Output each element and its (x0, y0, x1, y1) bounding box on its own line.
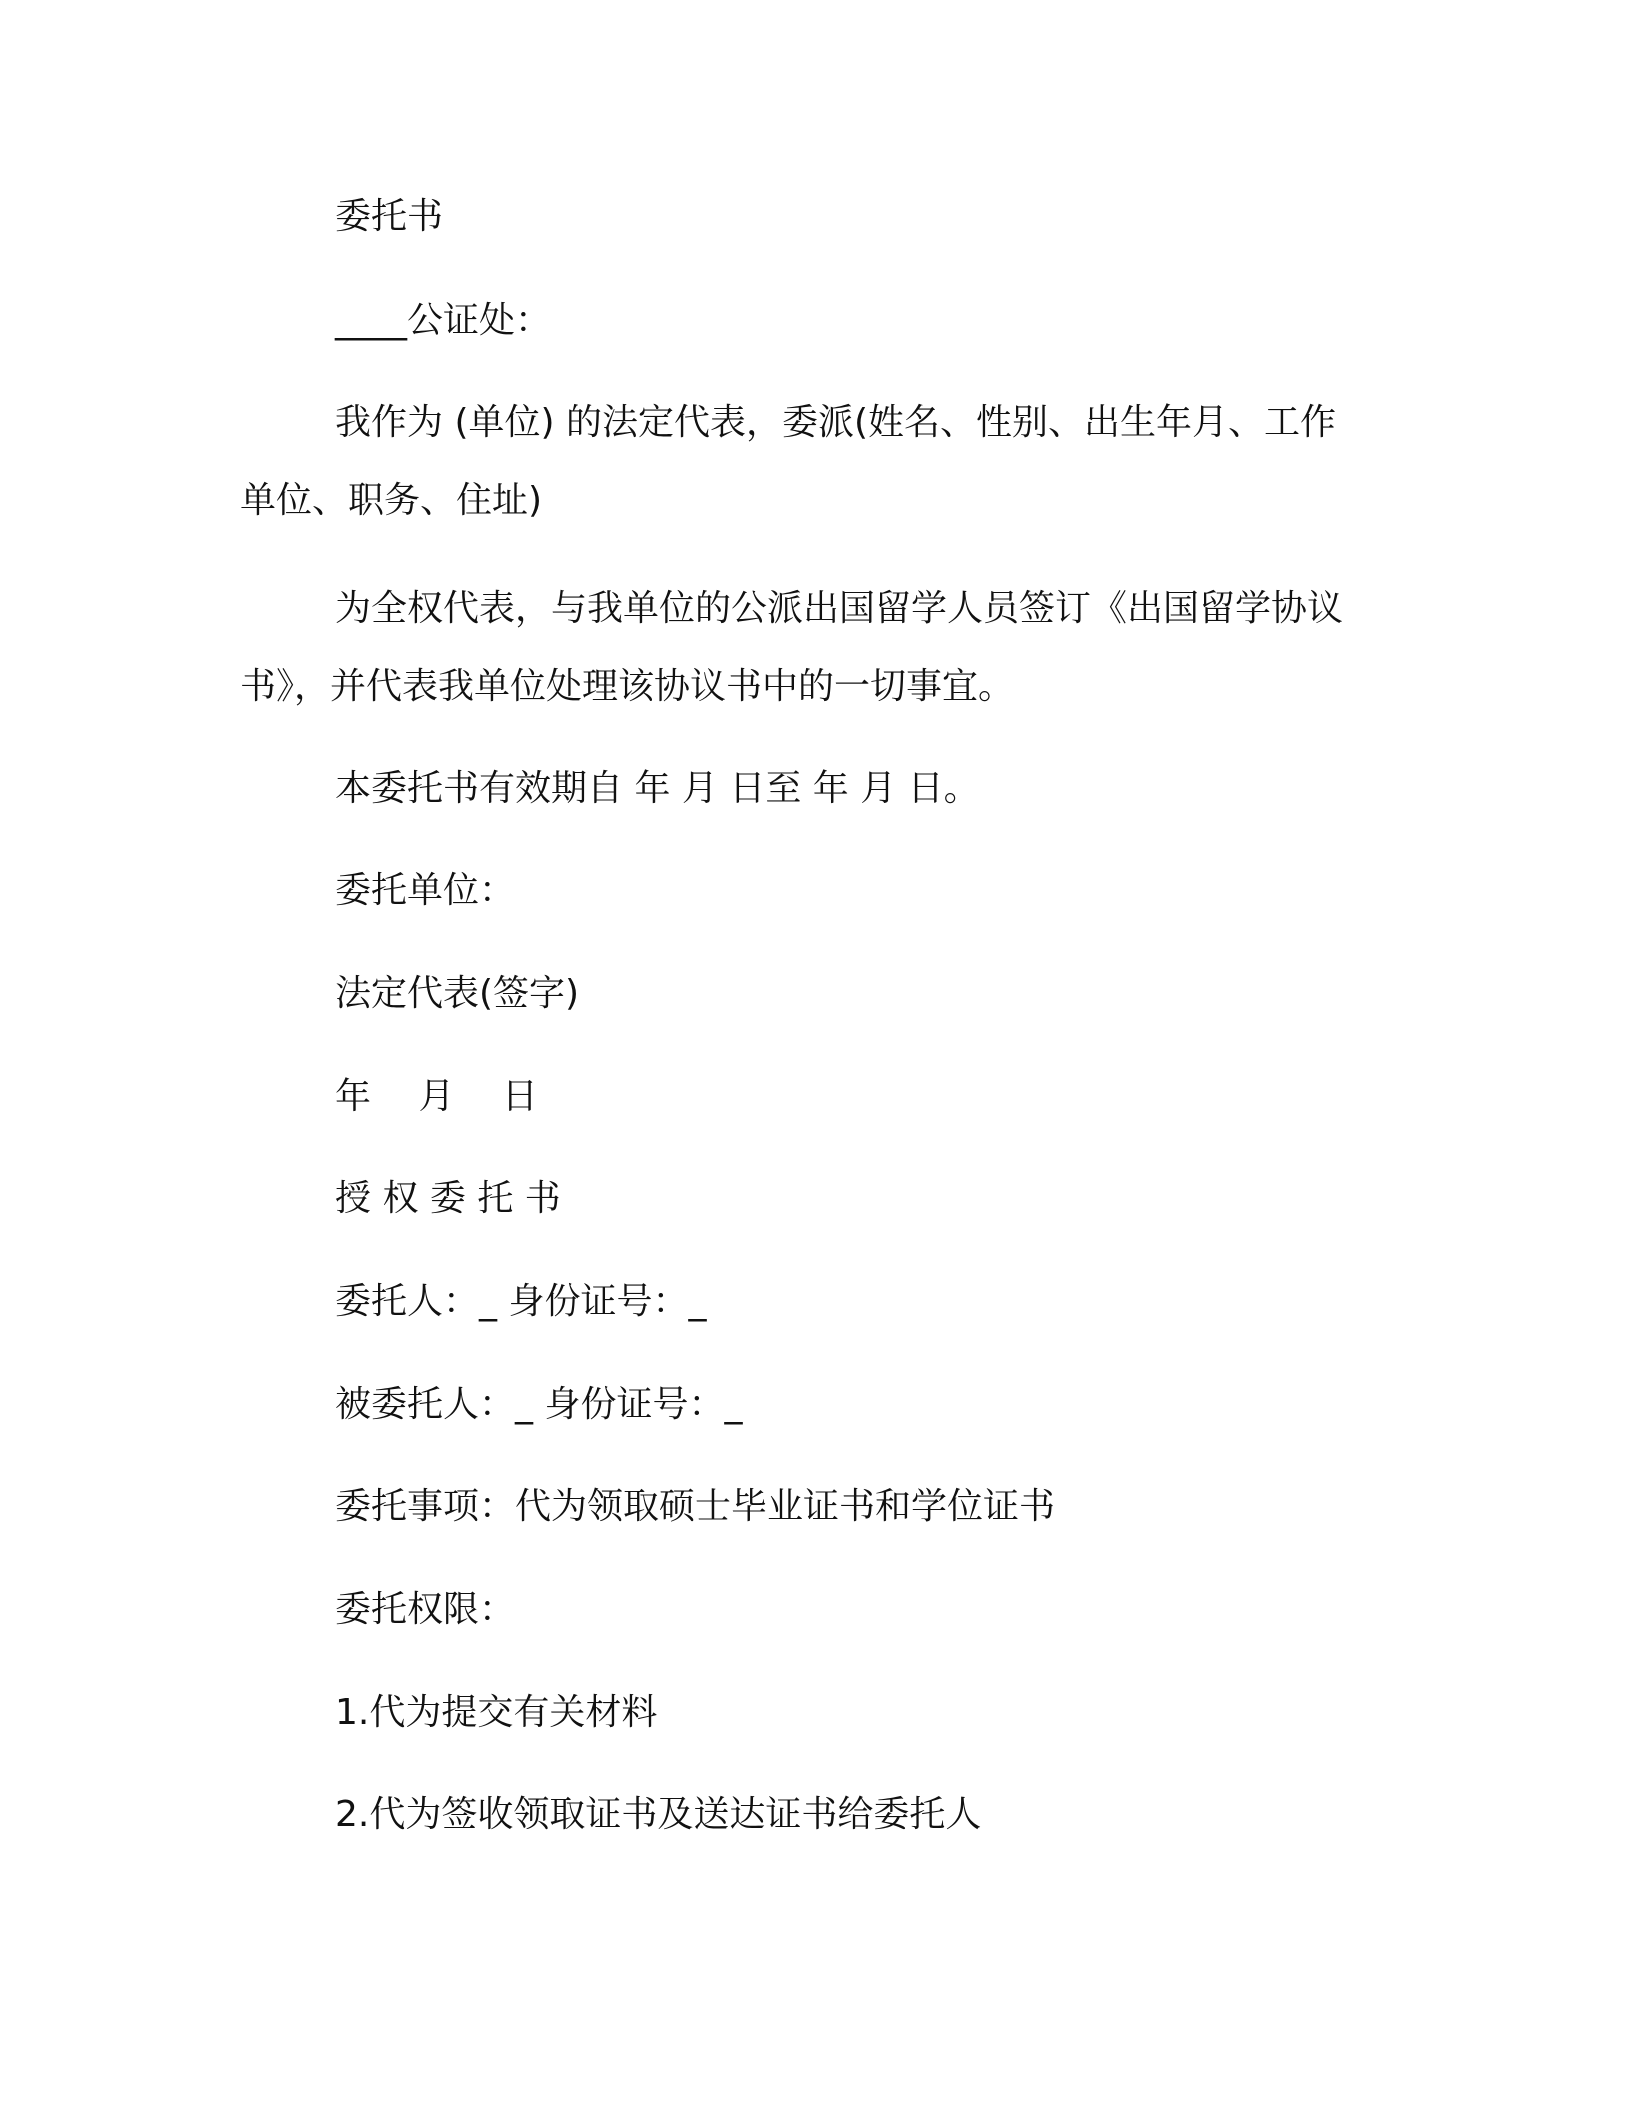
paragraph-authority-line-2: 书》，并代表我单位处理该协议书中的一切事宜。 (240, 666, 1015, 707)
legal-representative-signature-line: 法定代表(签字) (335, 973, 580, 1014)
paragraph-authority-line-1: 为全权代表，与我单位的公派出国留学人员签订《出国留学协议 (335, 588, 1344, 629)
entrusting-unit-line: 委托单位： (335, 870, 516, 911)
principal-line: 委托人：_ 身份证号：_ (335, 1281, 707, 1322)
authority-item-2: 2.代为签收领取证书及送达证书给委托人 (335, 1794, 982, 1835)
paragraph-appointment (240, 384, 1380, 540)
date-line: 年 月 日 (335, 1076, 538, 1117)
paragraph-appointment-line-2: 单位、职务、住址) (240, 480, 543, 521)
paragraph-appointment-line-1: 我作为 (单位) 的法定代表，委派(姓名、性别、出生年月、工作 (335, 402, 1337, 443)
agent-line: 被委托人：_ 身份证号：_ (335, 1384, 743, 1425)
authorization-title: 授 权 委 托 书 (335, 1178, 561, 1219)
authority-item-1: 1.代为提交有关材料 (335, 1692, 658, 1733)
entrusted-matters-line: 委托事项：代为领取硕士毕业证书和学位证书 (335, 1486, 1056, 1527)
paragraph-authority (240, 570, 1380, 726)
validity-line: 本委托书有效期自 年 月 日至 年 月 日。 (335, 768, 980, 809)
addressee-line: ____公证处： (335, 300, 552, 341)
authority-scope-line: 委托权限： (335, 1589, 516, 1630)
document-title: 委托书 (335, 196, 444, 237)
